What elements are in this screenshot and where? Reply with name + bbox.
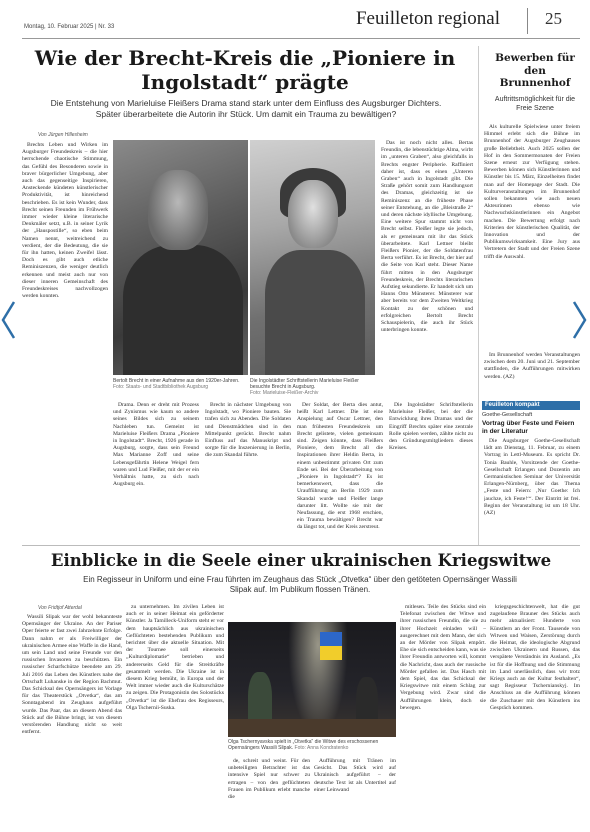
- article1-col3-text: Brecht in nächster Umgebung von Ingolstadt, wo Pioniere bauten. Sie trafen sich zu Abenden. Die Soldaten und Dienstmädchen sind in den Mittelpunkt gerückt. Brecht nahm Einfluss auf das Manuskript und sorgte für die Inszenierung in Berlin, die zum Skandal führte.: [205, 402, 291, 459]
- ukraine-flag-blue: [320, 632, 342, 646]
- sidebar-headline: Bewerben für den Brunnenhof: [495, 52, 575, 89]
- sidebar-body: [484, 124, 580, 350]
- article2-column-2: [126, 604, 224, 826]
- photo-face: [148, 170, 208, 250]
- sidebar-body-end: [484, 352, 580, 397]
- article2-headline: Einblicke in die Seele einer ukrainischen Kriegswitwe: [50, 551, 552, 570]
- article1-col4-text: Das ist noch nicht alles. Bertas Freundin, die lebenstüchtige Alma, wirbt im „unteren Graben“, also gleichfalls in Brechts engster Peripherie. Raffiniert daher ist, dass es einen „Unteren Graben“ auch in Ingolstadt gibt. Die Straße gehört somit zum Handlungsort des Dramas, gleichzeitig ist sie Reminiszenz an die früheste Phase seiner Entstehung, an die „Bleistraße 2“ und deren nächste idyllische Umgebung. Eine weitere Spur stammt nicht von Brecht selbst. Fleißer legte sie jedoch, als er gemeinsam mit ihr das Stück überarbeitete. Karl Lettner bleibt Fleißers Pionier, der die Soldatenfrau Berta verführt. Es ist Brecht, der hier auf die Seite von Karl steht. Dieser Name führt mitten in den Augsburger Freundeskreis, der Brechts literarischen Aufstieg sekundierte. Er handelt sich um Hanns Otto Münsterer. Münsterer war aber bereits vor dem Zweiten Weltkrieg Kontakt zu der schönen und erfolgreichen Bertolt Brecht Schauspielerin, die auch ihr Stück unterbringen konnte.: [381, 140, 473, 334]
- article2-column-6: [490, 604, 580, 826]
- photo-credit: Foto: Marieluise-Fleißer-Archiv: [250, 390, 319, 396]
- brecht-photo-caption: [113, 378, 248, 390]
- issue-date: Montag, 10. Februar 2025 | Nr. 33: [24, 24, 115, 30]
- kompakt-label: Feuilleton kompakt: [482, 401, 580, 410]
- kompakt-body: [484, 438, 580, 540]
- article2-column-1: [22, 614, 122, 826]
- article1-column-5: [297, 402, 383, 540]
- section-title: Feuilleton regional: [355, 8, 500, 29]
- caption-text: Olga Tschernyavska spielt in „Otvetka“ die Witwe des erschossenen Opernsängers Wassili Slipak.: [228, 739, 379, 751]
- section-divider: [22, 545, 580, 546]
- article2-column-4: [314, 758, 396, 826]
- stage-floor: [228, 719, 396, 737]
- ukraine-flag-yellow: [320, 646, 342, 660]
- kompakt-kicker: Goethe-Gesellschaft: [482, 412, 533, 418]
- article1-col2-text: Drama. Denn er dreht mit Prozess und Zynismus wie kaum so andere seines Bildes sich zu seinem Nachleben tun. Gemeint ist Marieluise Fleißers Drama „Pioniere in Ingolstadt“. Brecht, 1926 gerade in Augsburg, sorgte, dass sein Freund Max Marianne Zoff und seine Lebensgefährtin Helene Weigel fern waren und Lud Fleißer, mit der er ein Verhältnis hatte, zu sich nach Augsburg ein.: [113, 402, 199, 488]
- kompakt-text: Die Augsburger Goethe-Gesellschaft lädt am Dienstag, 11. Februar, zu einem Vortrag in Lettl-Museum. Es spricht Dr. Tonia Bauhle, Vorsitzende der Goethe-Gesellschaft Erlangen und Dozentin am Germanistischen Seminar der Universität Erlangen-Nürnberg, über das Thema „Feste und Feiern: ‚Nur Goethe: Ich jauchze, ich Feste!‘“. Der Eintritt ist frei. Beginn der Veranstaltung ist um 18 Uhr. (AZ): [484, 438, 580, 517]
- article2-subheadline: Ein Regisseur in Uniform und eine Frau führten im Zeughaus das Stück „Otvetka“ über den getöteten Opernsänger Wassili Slipak auf. Im Publikum flossen Tränen.: [83, 575, 517, 594]
- header-rule: [22, 38, 580, 39]
- article2-col2-text: zu unternehmen. Im zivilen Leben ist auch er in seiner Heimat ein geförderter Künstler. Ja Tamilleck-Uniform steht er vor dem hauptsächlich aus ukrainischen Geflüchteten bestehenden Publikum und berichtet über die aktuelle Situation. Mit der Tournee soll einerseits „Kulturdiplomatie“ betrieben und andererseits Geld für die Streitkräfte gesammelt werden. Die Ukraine ist in diesem Krieg bemüht, in Europa und der Welt immer wieder auch die Kulturschätze zu zeigen. Die Protagonistin des Solostücks „Otvetka“ ist die Ehefrau des Regisseurs, Olga Tschernii-Suska.: [126, 604, 224, 711]
- page-header: [20, 6, 580, 36]
- article2-column-3: [228, 758, 310, 826]
- header-separator: [527, 8, 528, 34]
- photo-credit: Foto: Anna Kondratenko: [294, 745, 349, 751]
- fleisser-photo: [250, 140, 375, 375]
- photo-credit: Foto: Staats- und Stadtbibliothek Augsburg: [113, 384, 209, 390]
- caption-text: Die Ingolstädter Schriftstellerin Marieluise Fleißer besuchte Brecht in Augsburg.: [250, 378, 359, 390]
- article2-col6-text: kriegsgeschichtenwelt, hat die gut zugelaufene Brauner des Stücks auch mehr aktualisiert: Hunderte von Künstlern an der Front. Tausende von Witwen und Waisen, Zerstörung durch die Heimat, die ideologische Abgrund zwischen Ukrainern und Russen, das verspätete Verständnis im Ausland. „Es ist für die Hoffnung und die Stimmung im Land unerlässlich, dass wir trotz Kriegs auch an der Kultur festhalten“, sagt Regisseur Tschernianskyj. Im Anschluss an die Aufführung können die Zuschauer mit den Künstlern ins Gespräch kommen.: [490, 604, 580, 711]
- article2-byline: Von Fridtjof Atterdal: [38, 605, 82, 611]
- photo-figure: [123, 245, 243, 375]
- article2-column-5: [400, 604, 486, 826]
- previous-page-arrow-icon[interactable]: [0, 300, 16, 340]
- fleisser-photo-caption: [250, 378, 375, 396]
- article2-col5-text: mitlesen. Teile des Stücks sind ein Telefonat zwischen der Witwe und ihrer russischen Freundin, die sie zu ihrer Hochzeit einladen will – ausgerechnet mit dem Mann, der sich an der Mörder von Slipak empört. Ehe sie sich entscheiden kann, was sie ihrer Freundin antworten will, kommt die Nachricht, dass auch der russische Mörder gefallen ist. Das Hasch mit dem Spiel, das das Schicksal der Kriegswitwe mit einem Schlag zur Vergebung wird. Zwar sind die Aufführungen klein, doch sie bewegen.: [400, 604, 486, 711]
- article1-column-1: [22, 142, 108, 540]
- next-page-arrow-icon[interactable]: [572, 300, 588, 340]
- article1-column-6: [389, 402, 473, 540]
- sidebar-divider: [478, 46, 479, 546]
- brecht-photo: [113, 140, 248, 375]
- caption-text: Bertolt Brecht in einer Aufnahme aus den 1920er-Jahren.: [113, 378, 240, 384]
- theater-photo: [228, 622, 396, 737]
- article1-column-4: [381, 140, 473, 398]
- photo-figure: [265, 250, 365, 375]
- article1-col1-text: Brechts Leben und Wirken im Augsburger Freundeskreis – die hier herrschende chaotische Stimmung, das Gefühl des Besonderen sowie in braver bürgerlicher Umgebung, aber auch das gegenseitige Inspirieren, Ansteckende kündeten künstlerischer Produktivität, ist hinreichend beschrieben. Es ist kein Wunder, dass Brecht seinen Freunden im Frühwerk immer wieder kleine literarische Denkmäler setzt, u.B. in seiner Lyrik der „Hauspostille“, so eben beim Namen nennt, weitreichend zu verdient, der die Bedeutung, die sie für ihn hatten, keinen Zweifel lässt. Doch es gibt auch etliche Reminiszenzen, die weniger deutlich erkennen und meist auch nur von dieser inneren Gemeinschaft des Freundeskreises nachvollzogen werden konnten.: [22, 142, 108, 300]
- article2-col3-text: de, schreit und weint. Für den unbeteiligten Betrachter ist das intensive Spiel nur schwer zu ertragen – von den geflüchteten Frauen im Publikum erlebt manche die: [228, 758, 310, 801]
- sidebar-text: Als kulturelle Spielwiese unter freiem Himmel erlebt sich die Bühne im Brunnenhof der Augsburger Zeughauses große Beliebtheit. Auch 2025 sollen der Hof in den Sommermonaten der Freien Szene erneut zur Verfügung stehen. Bewerben können sich Künstlerinnen und Künstler bis 15. März, Einzelheiten findet man auf der Homepage der Stadt. Die Kulturveranstaltungen im Brunnenhof sollen bekannten wie auch neuen Akteurinnen ebenso wie Nachwuchskünstlerinnen ein Angebot machen. Die Bewertung erfolgt nach Kriterien der künstlerischen Qualität, der Innovation und der Publikumswirksamkeit. Eine Jury aus Vertretern der Stadt und der Freien Szene trifft die Auswahl.: [484, 124, 580, 260]
- article1-subheadline: Die Entstehung von Marieluise Fleißers Drama stand stark unter dem Einfluss des Augsburger Dichters. Später überarbeitete die Autorin ihr Stück. Um damit ein Trauma zu bewältigen?: [50, 98, 442, 119]
- article1-byline: Von Jürgen Hillesheim: [38, 132, 88, 138]
- article1-col5-text: Der Soldat, der Berta dies antut, heißt Karl Lettner. Die ist eine Anspielung auf Oscar Lettner, den man frühesten Freundeskreis um Brecht gelistete, vielen gemeinsam sind. Zeigen könnte, dass Fleißers Pioniere, dem Brecht all die Inspirationen ihrer Heldin Berta, in einem unbestimmt privaten Ort zum Ende sei. Bei der Überarbeitung von „Pioniere in Ingolstadt“? Es ist bemerkenswert, dass die Uraufführung an Berlin 1929 zum Skandal wurde und Fleißer lange darunter litt. Wollte sie mit der Neufassung, die erst 1968 erschien, ein Trauma bewältigen? Brecht war da längst tot, und der Kreis zerstreut.: [297, 402, 383, 531]
- article2-col1-text: Wassili Slipak war der wohl bekannteste Opernsänger der Ukraine. An der Pariser Oper feierte er fast zwei Jahrzehnte Erfolge. Dann nahm er als Freiwilliger der ukrainischen Armee eine Waffe in die Hand, um sein Land und seine Freunde vor den russischen Invasoren zu beschützen. Ein russischer Scharfschütze beendete am 29. Juli 2016 das Leben des Künstlers nahe der Ortschaft Luhanske in der Region Bachmut. Das Schicksal des Opernsängers ist Vorlage für das Theaterstück „Otvetka“, das am Sonntagabend im Zeughaus aufgeführt wurde. Das Paar, das an diesem Abend das Stück auf die Bühne bringt, ist von diesem verstörenden Handlung nicht so weit entfernt.: [22, 614, 122, 736]
- kompakt-headline: Vortrag über Feste und Feiern in der Literatur: [482, 420, 575, 435]
- page-number: 25: [545, 9, 562, 28]
- article1-col6-text: Die Ingolstädter Schriftstellerin Marieluise Fleißer, bei der die Entwicklung ihres Dramas und der Eingriff Brechts später eine zentrale Rolle spielen werden, zählte nicht zu den Gründungsmitgliedern dieses Kreises.: [389, 402, 473, 452]
- article2-col4-text: Aufführung mit Tränen im Gesicht. Das Stück wird auf Ukrainisch aufgeführt – der deutsche Text ist als Untertitel auf einer Leinwand: [314, 758, 396, 793]
- sidebar-text-end: Im Brunnenhof werden Veranstaltungen zwischen dem 20. Juni und 21. September stattfinden, die Aufführungen mitwirken werden. (AZ): [484, 352, 580, 380]
- article1-column-2: [113, 402, 199, 540]
- theater-photo-caption: [228, 739, 396, 751]
- article1-headline: Wie der Brecht-Kreis die „Pioniere in Ingolstadt“ prägte: [34, 46, 456, 94]
- article1-column-3: [205, 402, 291, 540]
- photo-face: [288, 180, 338, 248]
- sidebar-subheadline: Auftrittsmöglichkeit für die Freie Szene: [494, 96, 576, 112]
